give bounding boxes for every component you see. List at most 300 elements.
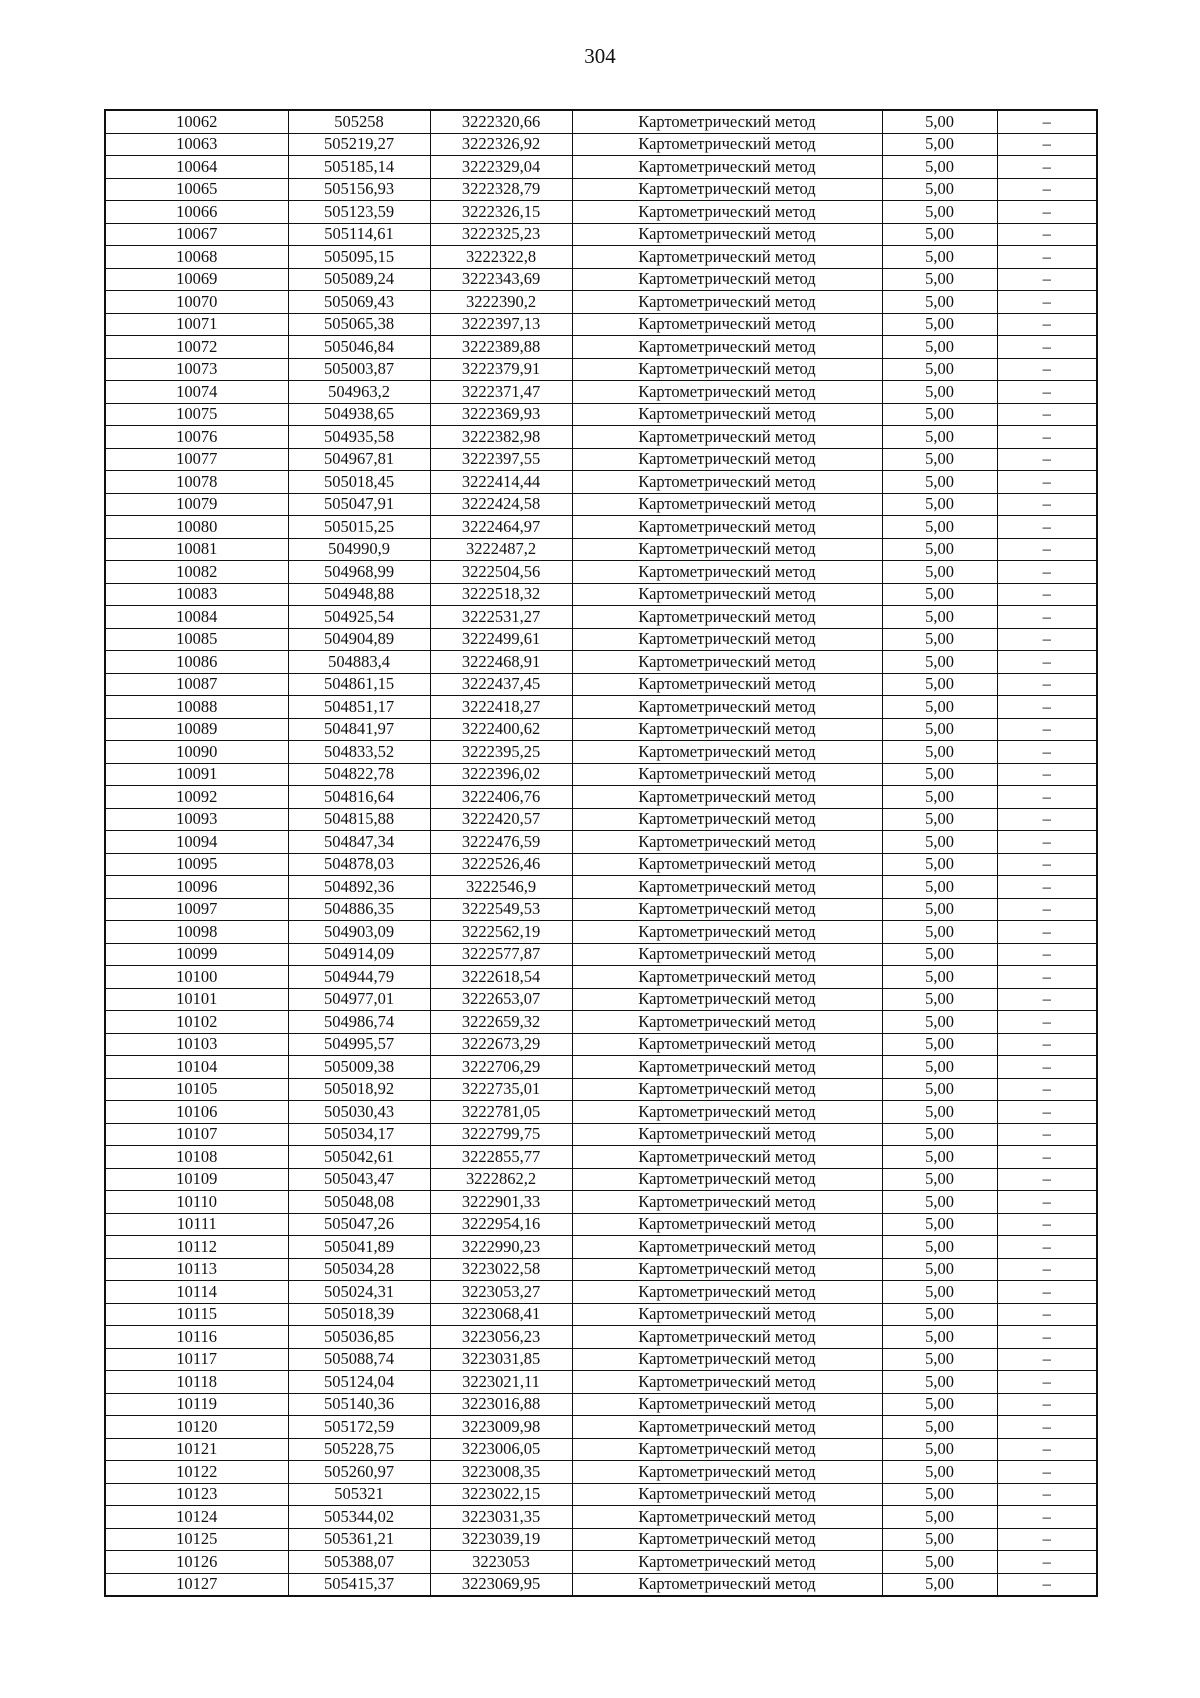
method-cell: Картометрический метод [572,448,882,471]
dash-cell: – [997,741,1097,764]
point-number-cell: 10094 [105,831,288,854]
dash-cell: – [997,561,1097,584]
dash-cell: – [997,673,1097,696]
method-cell: Картометрический метод [572,741,882,764]
method-cell: Картометрический метод [572,1078,882,1101]
table-row [105,1551,1097,1574]
y-coordinate-cell: 3222518,32 [430,583,572,606]
y-coordinate-cell: 3222397,55 [430,448,572,471]
x-coordinate-cell: 505219,27 [288,133,430,156]
y-coordinate-cell: 3222395,25 [430,741,572,764]
dash-cell: – [997,403,1097,426]
precision-cell: 5,00 [882,606,997,629]
x-coordinate-cell: 505034,28 [288,1258,430,1281]
precision-cell: 5,00 [882,1573,997,1596]
y-coordinate-cell: 3222901,33 [430,1191,572,1214]
y-coordinate-cell: 3222862,2 [430,1168,572,1191]
precision-cell: 5,00 [882,448,997,471]
precision-cell: 5,00 [882,1551,997,1574]
point-number-cell: 10074 [105,381,288,404]
x-coordinate-cell: 505036,85 [288,1326,430,1349]
y-coordinate-cell: 3223031,85 [430,1348,572,1371]
x-coordinate-cell: 505415,37 [288,1573,430,1596]
dash-cell: – [997,156,1097,179]
dash-cell: – [997,1461,1097,1484]
precision-cell: 5,00 [882,538,997,561]
point-number-cell: 10108 [105,1146,288,1169]
x-coordinate-cell: 505185,14 [288,156,430,179]
precision-cell: 5,00 [882,1303,997,1326]
method-cell: Картометрический метод [572,336,882,359]
y-coordinate-cell: 3222487,2 [430,538,572,561]
x-coordinate-cell: 505041,89 [288,1236,430,1259]
y-coordinate-cell: 3222468,91 [430,651,572,674]
table-row [105,246,1097,269]
y-coordinate-cell: 3222735,01 [430,1078,572,1101]
precision-cell: 5,00 [882,583,997,606]
table-row [105,493,1097,516]
point-number-cell: 10077 [105,448,288,471]
y-coordinate-cell: 3222424,58 [430,493,572,516]
method-cell: Картометрический метод [572,358,882,381]
table-row [105,291,1097,314]
table-row [105,853,1097,876]
x-coordinate-cell: 504904,89 [288,628,430,651]
method-cell: Картометрический метод [572,1236,882,1259]
y-coordinate-cell: 3223022,58 [430,1258,572,1281]
table-row [105,1146,1097,1169]
precision-cell: 5,00 [882,988,997,1011]
x-coordinate-cell: 505156,93 [288,178,430,201]
y-coordinate-cell: 3222326,92 [430,133,572,156]
precision-cell: 5,00 [882,291,997,314]
precision-cell: 5,00 [882,1078,997,1101]
y-coordinate-cell: 3222371,47 [430,381,572,404]
table-row [105,1393,1097,1416]
method-cell: Картометрический метод [572,673,882,696]
point-number-cell: 10086 [105,651,288,674]
dash-cell: – [997,1551,1097,1574]
x-coordinate-cell: 504925,54 [288,606,430,629]
point-number-cell: 10126 [105,1551,288,1574]
method-cell: Картометрический метод [572,1123,882,1146]
point-number-cell: 10084 [105,606,288,629]
x-coordinate-cell: 504815,88 [288,808,430,831]
method-cell: Картометрический метод [572,493,882,516]
table-row [105,921,1097,944]
y-coordinate-cell: 3222320,66 [430,110,572,133]
precision-cell: 5,00 [882,1056,997,1079]
method-cell: Картометрический метод [572,1348,882,1371]
y-coordinate-cell: 3223006,05 [430,1438,572,1461]
point-number-cell: 10080 [105,516,288,539]
point-number-cell: 10076 [105,426,288,449]
y-coordinate-cell: 3222562,19 [430,921,572,944]
dash-cell: – [997,1168,1097,1191]
dash-cell: – [997,763,1097,786]
dash-cell: – [997,853,1097,876]
precision-cell: 5,00 [882,1416,997,1439]
y-coordinate-cell: 3222549,53 [430,898,572,921]
table-row [105,966,1097,989]
precision-cell: 5,00 [882,1281,997,1304]
precision-cell: 5,00 [882,628,997,651]
dash-cell: – [997,223,1097,246]
table-row [105,1168,1097,1191]
method-cell: Картометрический метод [572,786,882,809]
y-coordinate-cell: 3222954,16 [430,1213,572,1236]
table-row [105,313,1097,336]
precision-cell: 5,00 [882,966,997,989]
x-coordinate-cell: 504935,58 [288,426,430,449]
y-coordinate-cell: 3222476,59 [430,831,572,854]
x-coordinate-cell: 505047,26 [288,1213,430,1236]
precision-cell: 5,00 [882,786,997,809]
point-number-cell: 10072 [105,336,288,359]
method-cell: Картометрический метод [572,426,882,449]
y-coordinate-cell: 3222653,07 [430,988,572,1011]
point-number-cell: 10095 [105,853,288,876]
x-coordinate-cell: 505024,31 [288,1281,430,1304]
method-cell: Картометрический метод [572,1528,882,1551]
coordinates-table-body [105,110,1097,1596]
precision-cell: 5,00 [882,1168,997,1191]
y-coordinate-cell: 3222499,61 [430,628,572,651]
x-coordinate-cell: 505048,08 [288,1191,430,1214]
precision-cell: 5,00 [882,1101,997,1124]
table-row [105,696,1097,719]
dash-cell: – [997,201,1097,224]
point-number-cell: 10081 [105,538,288,561]
y-coordinate-cell: 3222673,29 [430,1033,572,1056]
point-number-cell: 10062 [105,110,288,133]
precision-cell: 5,00 [882,1123,997,1146]
table-row [105,1483,1097,1506]
y-coordinate-cell: 3222504,56 [430,561,572,584]
table-row [105,223,1097,246]
table-row [105,1236,1097,1259]
dash-cell: – [997,426,1097,449]
point-number-cell: 10069 [105,268,288,291]
precision-cell: 5,00 [882,651,997,674]
table-row [105,1326,1097,1349]
dash-cell: – [997,606,1097,629]
precision-cell: 5,00 [882,1146,997,1169]
method-cell: Картометрический метод [572,763,882,786]
precision-cell: 5,00 [882,1236,997,1259]
method-cell: Картометрический метод [572,718,882,741]
method-cell: Картометрический метод [572,943,882,966]
method-cell: Картометрический метод [572,876,882,899]
y-coordinate-cell: 3223021,11 [430,1371,572,1394]
table-row [105,358,1097,381]
table-row [105,381,1097,404]
method-cell: Картометрический метод [572,291,882,314]
precision-cell: 5,00 [882,426,997,449]
y-coordinate-cell: 3222659,32 [430,1011,572,1034]
precision-cell: 5,00 [882,673,997,696]
x-coordinate-cell: 504944,79 [288,966,430,989]
dash-cell: – [997,831,1097,854]
x-coordinate-cell: 505088,74 [288,1348,430,1371]
dash-cell: – [997,448,1097,471]
point-number-cell: 10119 [105,1393,288,1416]
y-coordinate-cell: 3223031,35 [430,1506,572,1529]
precision-cell: 5,00 [882,741,997,764]
point-number-cell: 10110 [105,1191,288,1214]
dash-cell: – [997,110,1097,133]
table-row [105,606,1097,629]
x-coordinate-cell: 505018,39 [288,1303,430,1326]
precision-cell: 5,00 [882,1528,997,1551]
table-row [105,133,1097,156]
y-coordinate-cell: 3222799,75 [430,1123,572,1146]
point-number-cell: 10082 [105,561,288,584]
precision-cell: 5,00 [882,156,997,179]
x-coordinate-cell: 505172,59 [288,1416,430,1439]
x-coordinate-cell: 504841,97 [288,718,430,741]
method-cell: Картометрический метод [572,808,882,831]
y-coordinate-cell: 3222406,76 [430,786,572,809]
table-row [105,1573,1097,1596]
y-coordinate-cell: 3222526,46 [430,853,572,876]
dash-cell: – [997,696,1097,719]
precision-cell: 5,00 [882,1213,997,1236]
table-row [105,718,1097,741]
dash-cell: – [997,1146,1097,1169]
precision-cell: 5,00 [882,403,997,426]
method-cell: Картометрический метод [572,583,882,606]
precision-cell: 5,00 [882,1326,997,1349]
dash-cell: – [997,1483,1097,1506]
table-row [105,448,1097,471]
method-cell: Картометрический метод [572,651,882,674]
dash-cell: – [997,358,1097,381]
dash-cell: – [997,1281,1097,1304]
y-coordinate-cell: 3222781,05 [430,1101,572,1124]
table-row [105,1078,1097,1101]
point-number-cell: 10087 [105,673,288,696]
method-cell: Картометрический метод [572,201,882,224]
table-row [105,741,1097,764]
method-cell: Картометрический метод [572,471,882,494]
method-cell: Картометрический метод [572,1168,882,1191]
method-cell: Картометрический метод [572,156,882,179]
y-coordinate-cell: 3223022,15 [430,1483,572,1506]
table-row [105,1191,1097,1214]
method-cell: Картометрический метод [572,1033,882,1056]
precision-cell: 5,00 [882,493,997,516]
table-row [105,1011,1097,1034]
x-coordinate-cell: 504878,03 [288,853,430,876]
precision-cell: 5,00 [882,381,997,404]
table-row [105,583,1097,606]
y-coordinate-cell: 3222531,27 [430,606,572,629]
precision-cell: 5,00 [882,1461,997,1484]
dash-cell: – [997,1101,1097,1124]
x-coordinate-cell: 505089,24 [288,268,430,291]
table-row [105,156,1097,179]
point-number-cell: 10118 [105,1371,288,1394]
y-coordinate-cell: 3223016,88 [430,1393,572,1416]
y-coordinate-cell: 3222400,62 [430,718,572,741]
table-row [105,1101,1097,1124]
x-coordinate-cell: 504833,52 [288,741,430,764]
point-number-cell: 10075 [105,403,288,426]
y-coordinate-cell: 3223053,27 [430,1281,572,1304]
precision-cell: 5,00 [882,1011,997,1034]
point-number-cell: 10111 [105,1213,288,1236]
y-coordinate-cell: 3222706,29 [430,1056,572,1079]
method-cell: Картометрический метод [572,1371,882,1394]
y-coordinate-cell: 3222420,57 [430,808,572,831]
y-coordinate-cell: 3222418,27 [430,696,572,719]
dash-cell: – [997,1371,1097,1394]
point-number-cell: 10113 [105,1258,288,1281]
point-number-cell: 10068 [105,246,288,269]
point-number-cell: 10103 [105,1033,288,1056]
precision-cell: 5,00 [882,763,997,786]
point-number-cell: 10066 [105,201,288,224]
page-number: 304 [584,44,616,68]
point-number-cell: 10123 [105,1483,288,1506]
table-row [105,786,1097,809]
point-number-cell: 10107 [105,1123,288,1146]
point-number-cell: 10104 [105,1056,288,1079]
y-coordinate-cell: 3223069,95 [430,1573,572,1596]
point-number-cell: 10089 [105,718,288,741]
point-number-cell: 10101 [105,988,288,1011]
x-coordinate-cell: 505095,15 [288,246,430,269]
dash-cell: – [997,1438,1097,1461]
method-cell: Картометрический метод [572,1416,882,1439]
y-coordinate-cell: 3223056,23 [430,1326,572,1349]
dash-cell: – [997,1236,1097,1259]
x-coordinate-cell: 505042,61 [288,1146,430,1169]
precision-cell: 5,00 [882,223,997,246]
x-coordinate-cell: 505260,97 [288,1461,430,1484]
x-coordinate-cell: 504938,65 [288,403,430,426]
dash-cell: – [997,898,1097,921]
point-number-cell: 10105 [105,1078,288,1101]
y-coordinate-cell: 3222389,88 [430,336,572,359]
table-row [105,471,1097,494]
point-number-cell: 10114 [105,1281,288,1304]
point-number-cell: 10096 [105,876,288,899]
table-row [105,1371,1097,1394]
point-number-cell: 10064 [105,156,288,179]
x-coordinate-cell: 505069,43 [288,291,430,314]
dash-cell: – [997,651,1097,674]
dash-cell: – [997,178,1097,201]
precision-cell: 5,00 [882,313,997,336]
point-number-cell: 10102 [105,1011,288,1034]
table-row [105,1281,1097,1304]
y-coordinate-cell: 3222437,45 [430,673,572,696]
table-row [105,1303,1097,1326]
method-cell: Картометрический метод [572,1461,882,1484]
precision-cell: 5,00 [882,1258,997,1281]
y-coordinate-cell: 3222396,02 [430,763,572,786]
precision-cell: 5,00 [882,561,997,584]
table-row [105,1258,1097,1281]
y-coordinate-cell: 3222390,2 [430,291,572,314]
point-number-cell: 10109 [105,1168,288,1191]
method-cell: Картометрический метод [572,966,882,989]
method-cell: Картометрический метод [572,1213,882,1236]
y-coordinate-cell: 3222329,04 [430,156,572,179]
x-coordinate-cell: 505003,87 [288,358,430,381]
table-row [105,110,1097,133]
y-coordinate-cell: 3222414,44 [430,471,572,494]
method-cell: Картометрический метод [572,1551,882,1574]
precision-cell: 5,00 [882,110,997,133]
table-row [105,1528,1097,1551]
table-row [105,426,1097,449]
x-coordinate-cell: 504986,74 [288,1011,430,1034]
dash-cell: – [997,336,1097,359]
point-number-cell: 10073 [105,358,288,381]
x-coordinate-cell: 504886,35 [288,898,430,921]
point-number-cell: 10117 [105,1348,288,1371]
precision-cell: 5,00 [882,178,997,201]
point-number-cell: 10085 [105,628,288,651]
dash-cell: – [997,1348,1097,1371]
dash-cell: – [997,246,1097,269]
table-row [105,1213,1097,1236]
y-coordinate-cell: 3222328,79 [430,178,572,201]
dash-cell: – [997,471,1097,494]
table-row [105,178,1097,201]
y-coordinate-cell: 3222325,23 [430,223,572,246]
method-cell: Картометрический метод [572,988,882,1011]
y-coordinate-cell: 3222382,98 [430,426,572,449]
table-row [105,1123,1097,1146]
method-cell: Картометрический метод [572,921,882,944]
y-coordinate-cell: 3223039,19 [430,1528,572,1551]
precision-cell: 5,00 [882,471,997,494]
method-cell: Картометрический метод [572,268,882,291]
method-cell: Картометрический метод [572,1258,882,1281]
method-cell: Картометрический метод [572,606,882,629]
dash-cell: – [997,1573,1097,1596]
table-row [105,1416,1097,1439]
method-cell: Картометрический метод [572,1438,882,1461]
method-cell: Картометрический метод [572,1281,882,1304]
table-row [105,1033,1097,1056]
x-coordinate-cell: 504851,17 [288,696,430,719]
dash-cell: – [997,133,1097,156]
y-coordinate-cell: 3223053 [430,1551,572,1574]
dash-cell: – [997,1011,1097,1034]
method-cell: Картометрический метод [572,1393,882,1416]
x-coordinate-cell: 505018,45 [288,471,430,494]
precision-cell: 5,00 [882,336,997,359]
table-row [105,1056,1097,1079]
table-row [105,1348,1097,1371]
x-coordinate-cell: 505388,07 [288,1551,430,1574]
dash-cell: – [997,1213,1097,1236]
precision-cell: 5,00 [882,1506,997,1529]
point-number-cell: 10122 [105,1461,288,1484]
point-number-cell: 10092 [105,786,288,809]
table-row [105,763,1097,786]
precision-cell: 5,00 [882,246,997,269]
method-cell: Картометрический метод [572,1101,882,1124]
method-cell: Картометрический метод [572,516,882,539]
table-row [105,651,1097,674]
x-coordinate-cell: 505065,38 [288,313,430,336]
